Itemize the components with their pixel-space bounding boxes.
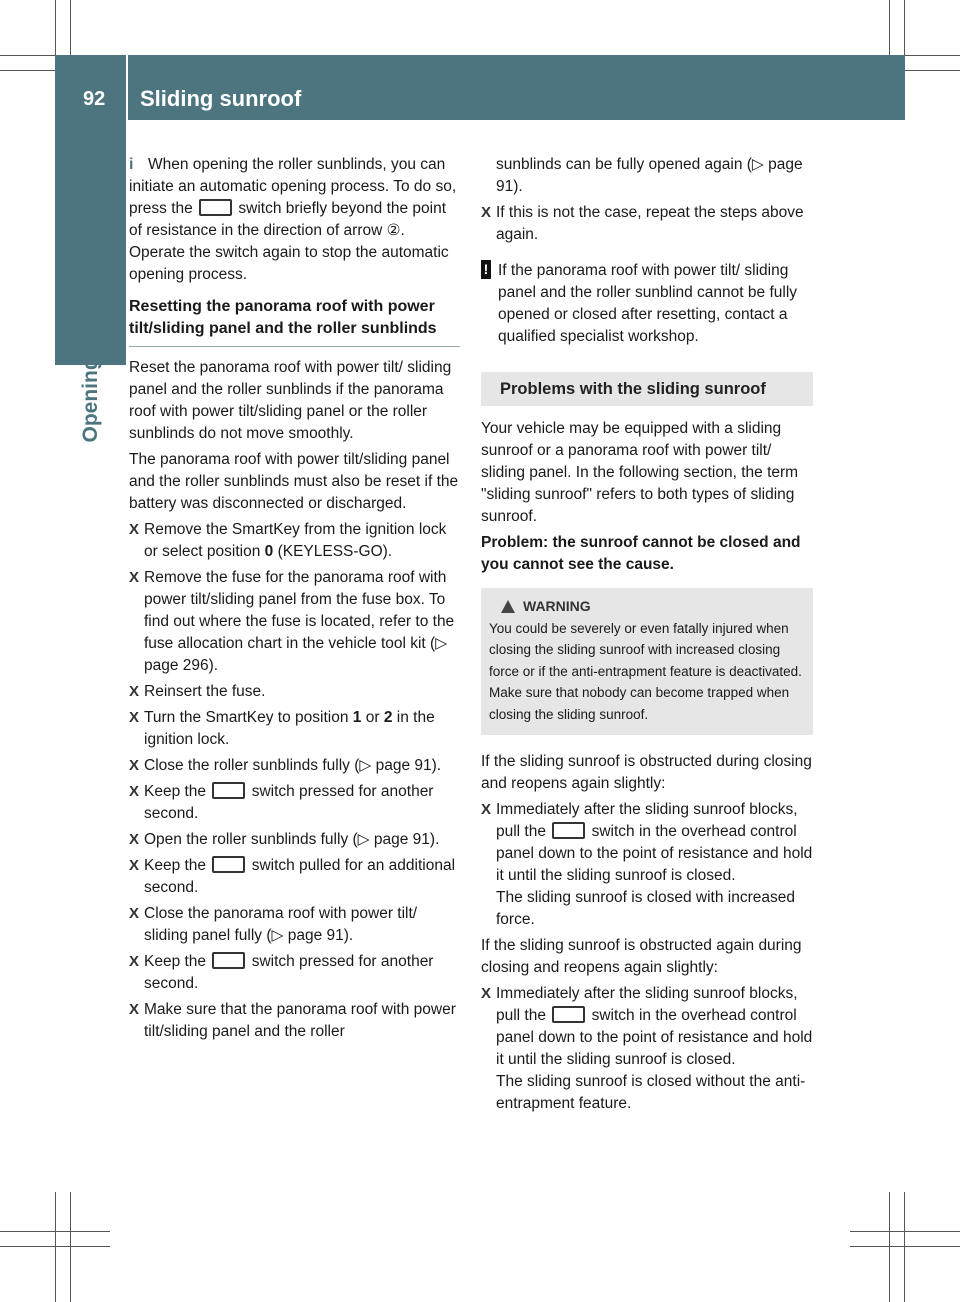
step-marker-icon: X <box>481 985 492 1002</box>
paragraph: If the sliding sunroof is obstructed again during closing and reopens again slightly: <box>481 937 802 976</box>
exclamation-icon: ! <box>481 260 491 279</box>
step: X Reinsert the fuse. <box>129 681 460 703</box>
step-marker-icon: X <box>129 683 140 700</box>
crop-mark <box>904 1192 905 1302</box>
info-note <box>129 154 460 286</box>
info-text: When opening the roller sunblinds, you can initiate an automatic opening process. To do so, press the <box>129 156 457 217</box>
step-marker-icon: X <box>129 1001 140 1018</box>
step-marker-icon: X <box>129 521 140 538</box>
switch-icon <box>212 952 245 969</box>
switch-icon <box>212 856 245 873</box>
step: X Remove the SmartKey from the ignition lock or select position 0 (KEYLESS-GO). <box>129 521 447 560</box>
warning-text: You could be severely or even fatally injured when closing the sliding sunroof with increased closing force or if the anti-entrapment feature is deactivated. Make sure that nobody can become trapped when closing the sliding sunroof. <box>489 620 802 722</box>
subheading: Resetting the panorama roof with power tilt/sliding panel and the roller sunblinds <box>129 296 460 347</box>
crop-mark <box>70 1192 71 1302</box>
warning-triangle-icon <box>501 600 515 613</box>
step: X Keep the switch pressed for another second. <box>129 783 434 822</box>
continued-text: sunblinds can be fully opened again (▷ page 91). <box>496 156 803 195</box>
left-column <box>129 154 460 1047</box>
step: X Close the roller sunblinds fully (▷ page 91). <box>129 755 460 777</box>
step: X Remove the fuse for the panorama roof with power tilt/sliding panel from the fuse box. To find out where the fuse is located, refer to the fuse allocation chart in the vehicle tool kit (▷ page 296). <box>129 569 455 674</box>
step: X Immediately after the sliding sunroof blocks, pull the switch in the overhead control panel down to the point of resistance and hold it until the sliding sunroof is closed. The sliding sunroof is closed with increased force. <box>481 801 813 928</box>
caution-note: ! If the panorama roof with power tilt/ sliding panel and the roller sunblind cannot be fully opened or closed after resetting, contact a qualified specialist workshop. <box>481 260 813 348</box>
step-result: The sliding sunroof is closed with increased force. <box>496 889 795 928</box>
step: X If this is not the case, repeat the steps above again. <box>481 204 804 243</box>
step: X Close the panorama roof with power tilt/ sliding panel fully (▷ page 91). <box>129 905 418 944</box>
step-marker-icon: X <box>129 831 140 848</box>
step-marker-icon: X <box>481 801 492 818</box>
switch-icon <box>552 822 585 839</box>
switch-icon <box>199 199 232 216</box>
info-text: switch briefly beyond the point of resistance in the direction of arrow ②. Operate the switch again to stop the automatic opening process. <box>129 200 449 283</box>
step-marker-icon: X <box>129 783 140 800</box>
step-marker-icon: X <box>129 569 140 586</box>
paragraph: Your vehicle may be equipped with a sliding sunroof or a panorama roof with power tilt/ sliding panel. In the following section, the term "sliding sunroof" refers to both types of sliding sunroof. <box>481 420 799 525</box>
step-marker-icon: X <box>129 757 140 774</box>
page-number: 92 <box>83 88 106 110</box>
page-title: Sliding sunroof <box>140 86 302 111</box>
step-marker-icon: X <box>129 857 140 874</box>
step: X Turn the SmartKey to position 1 or 2 in the ignition lock. <box>129 709 435 748</box>
switch-icon <box>212 782 245 799</box>
crop-mark <box>889 1192 890 1302</box>
step: X Make sure that the panorama roof with power tilt/sliding panel and the roller <box>129 1001 456 1040</box>
crop-mark <box>55 1192 56 1302</box>
warning-title: WARNING <box>489 596 805 618</box>
step-marker-icon: X <box>481 204 492 221</box>
step-result: The sliding sunroof is closed without the anti-entrapment feature. <box>496 1073 806 1112</box>
warning-box <box>481 588 813 735</box>
crop-mark <box>850 1231 960 1232</box>
header-separator <box>126 55 128 120</box>
chapter-label: Opening/closing <box>78 278 102 443</box>
right-column <box>481 154 813 1119</box>
paragraph: The panorama roof with power tilt/sliding panel and the roller sunblinds must also be reset if the battery was disconnected or discharged. <box>129 451 459 512</box>
switch-icon <box>552 1006 585 1023</box>
step: X Keep the switch pulled for an additional second. <box>129 857 456 896</box>
section-heading: Problems with the sliding sunroof <box>481 372 813 406</box>
paragraph: If the sliding sunroof is obstructed during closing and reopens again slightly: <box>481 753 812 792</box>
step-marker-icon: X <box>129 905 140 922</box>
step: X Open the roller sunblinds fully (▷ page 91). <box>129 829 460 851</box>
step-marker-icon: X <box>129 709 140 726</box>
problem-heading: Problem: the sunroof cannot be closed and you cannot see the cause. <box>481 534 801 573</box>
step-marker-icon: X <box>129 953 140 970</box>
step: X Keep the switch pressed for another second. <box>129 953 434 992</box>
crop-mark <box>850 1246 960 1247</box>
info-icon: i <box>129 156 134 173</box>
step: X Immediately after the sliding sunroof blocks, pull the switch in the overhead control panel down to the point of resistance and hold it until the sliding sunroof is closed. The sliding sunroof is closed without the anti-entrapment feature. <box>481 985 813 1112</box>
paragraph: Reset the panorama roof with power tilt/ sliding panel and the roller sunblinds if the panorama roof with power tilt/sliding panel or the roller sunblinds do not move smoothly. <box>129 359 452 442</box>
